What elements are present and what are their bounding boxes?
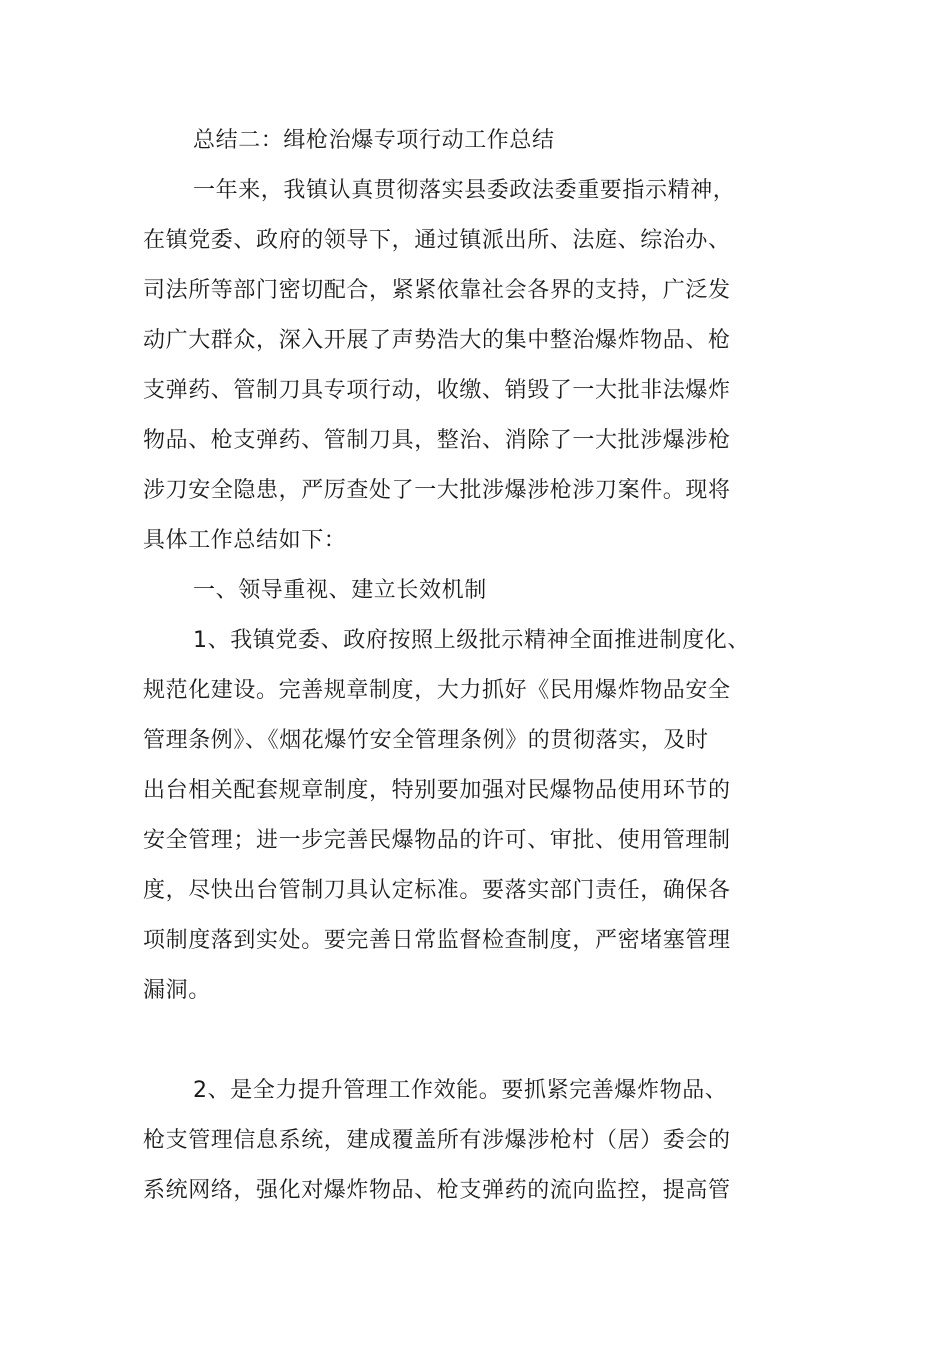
- item2-line-1: 2、是全力提升管理工作效能。要抓紧完善爆炸物品、: [193, 1078, 728, 1103]
- intro-line-3: 司法所等部门密切配合，紧紧依靠社会各界的支持，广泛发: [143, 278, 731, 303]
- document-title: 总结二：缉枪治爆专项行动工作总结: [193, 128, 555, 153]
- item1-line-5: 安全管理；进一步完善民爆物品的许可、审批、使用管理制: [143, 828, 731, 853]
- item1-line-2: 规范化建设。完善规章制度，大力抓好《民用爆炸物品安全: [143, 678, 731, 703]
- item1-line-3: 管理条例》、《烟花爆竹安全管理条例》的贯彻落实，及时: [143, 728, 709, 753]
- intro-line-8: 具体工作总结如下：: [143, 528, 347, 553]
- section-heading: 一、领导重视、建立长效机制: [193, 578, 487, 603]
- intro-line-6: 物品、枪支弹药、管制刀具，整治、消除了一大批涉爆涉枪: [143, 428, 731, 453]
- intro-line-7: 涉刀安全隐患，严厉查处了一大批涉爆涉枪涉刀案件。现将: [143, 478, 731, 503]
- intro-line-2: 在镇党委、政府的领导下，通过镇派出所、法庭、综治办、: [143, 228, 731, 253]
- item2-line-2: 枪支管理信息系统，建成覆盖所有涉爆涉枪村（居）委会的: [143, 1128, 731, 1153]
- item1-line-7: 项制度落到实处。要完善日常监督检查制度，严密堵塞管理: [143, 928, 731, 953]
- intro-line-4: 动广大群众，深入开展了声势浩大的集中整治爆炸物品、枪: [143, 328, 731, 353]
- item1-line-6: 度，尽快出台管制刀具认定标准。要落实部门责任，确保各: [143, 878, 731, 903]
- item2-line-3: 系统网络，强化对爆炸物品、枪支弹药的流向监控，提高管: [143, 1178, 731, 1203]
- intro-line-1: 一年来，我镇认真贯彻落实县委政法委重要指示精神，: [193, 178, 736, 203]
- item1-line-1: 1、我镇党委、政府按照上级批示精神全面推进制度化、: [193, 628, 750, 653]
- intro-line-5: 支弹药、管制刀具专项行动，收缴、销毁了一大批非法爆炸: [143, 378, 731, 403]
- item1-line-4: 出台相关配套规章制度，特别要加强对民爆物品使用环节的: [143, 778, 731, 803]
- item1-line-8: 漏洞。: [143, 978, 211, 1003]
